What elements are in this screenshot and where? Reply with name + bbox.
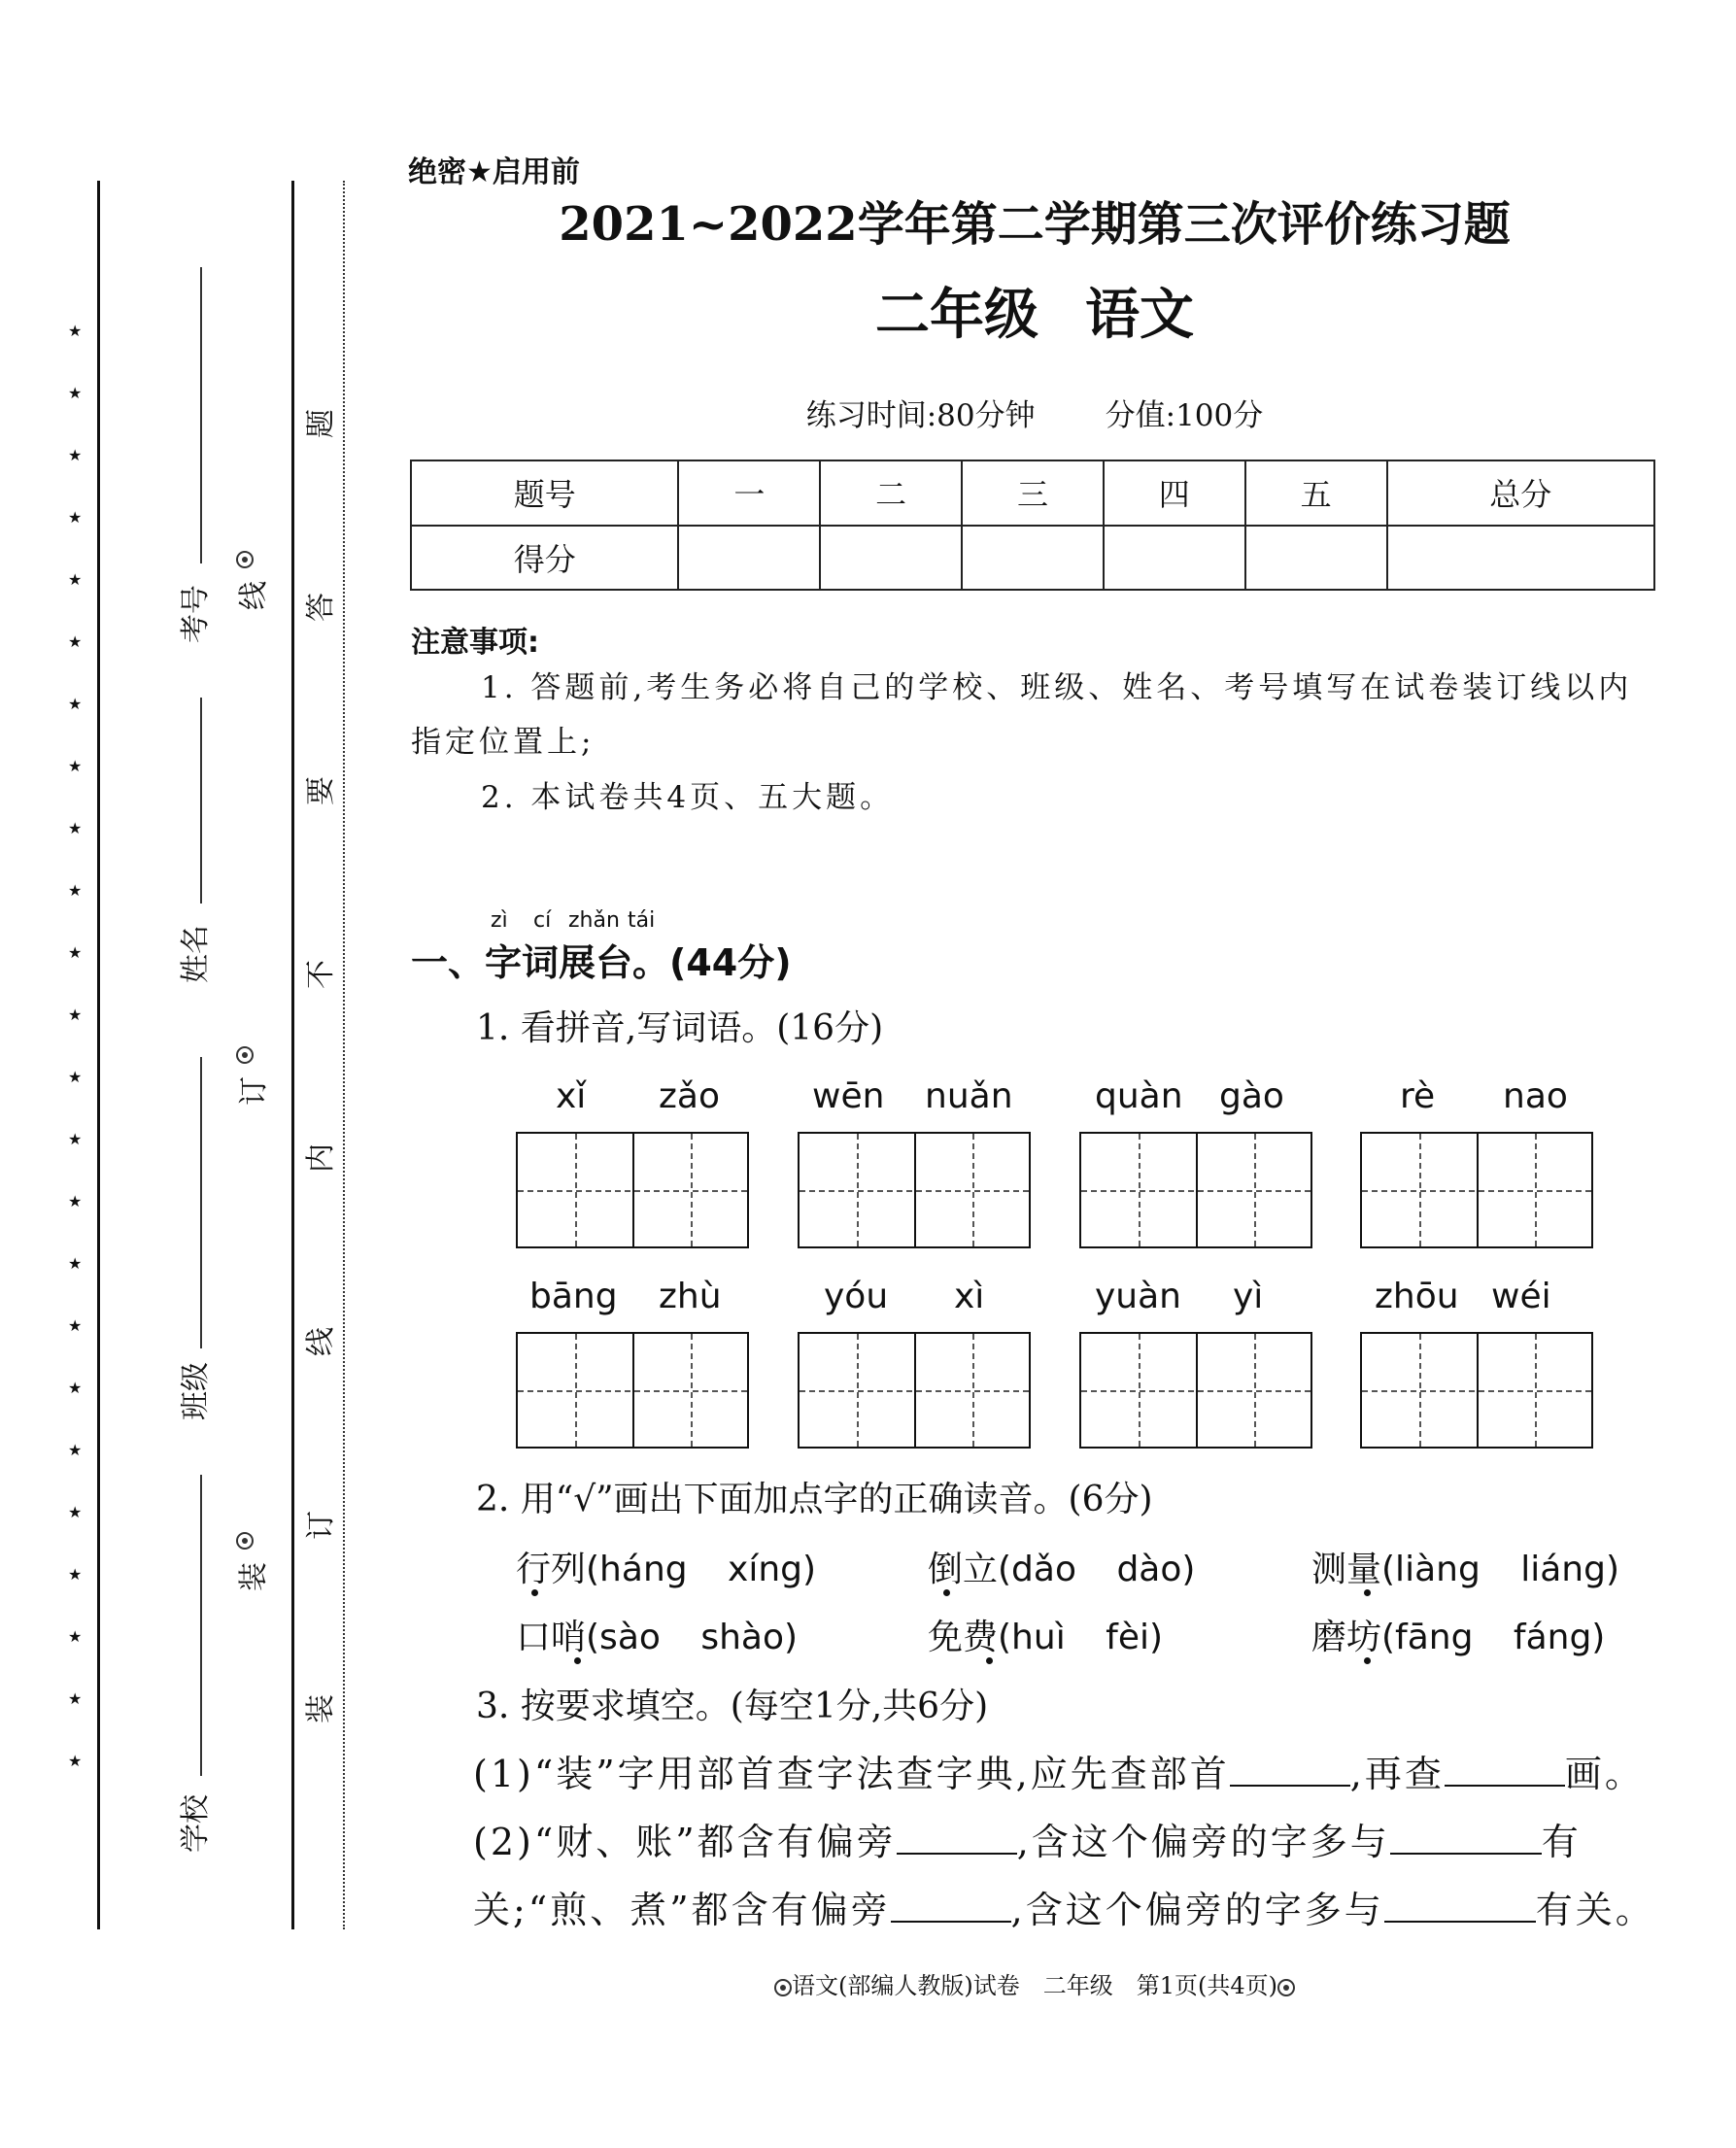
score-table-score-row: [411, 526, 1654, 591]
reading-options[interactable]: (háng xíng): [586, 1550, 817, 1589]
emphasis-dot: [531, 1589, 538, 1596]
score-cell[interactable]: [1387, 526, 1654, 591]
answer-blank[interactable]: [891, 1892, 1011, 1923]
answer-blank[interactable]: [1230, 1756, 1350, 1787]
pinyin-label: quàn: [1095, 1076, 1183, 1116]
answer-blank[interactable]: [1384, 1892, 1536, 1923]
warning-char: 答: [304, 593, 338, 622]
notice-item-2: 2. 本试卷共4页、五大题。: [481, 780, 895, 815]
star-icon: ★: [68, 695, 83, 713]
pinyin-label: zǎo: [659, 1076, 720, 1116]
pinyin-label: gào: [1219, 1076, 1284, 1116]
reading-item: 口哨(sào shào): [516, 1618, 799, 1657]
binding-inner-line: [291, 181, 294, 1929]
pinyin-label: yóu: [824, 1277, 889, 1316]
exam-number-field[interactable]: [200, 267, 202, 563]
star-icon: ★: [68, 570, 83, 589]
reading-options[interactable]: (fāng fáng): [1381, 1618, 1606, 1657]
pinyin-label: wēn: [812, 1076, 885, 1116]
answer-blank[interactable]: [897, 1824, 1017, 1855]
star-icon: ★: [68, 446, 83, 464]
score-cell[interactable]: [820, 526, 962, 591]
word-writing-box[interactable]: [1360, 1332, 1593, 1449]
emphasis-dot: [943, 1589, 950, 1596]
warning-char: 线: [304, 1327, 338, 1356]
score-table-header-row: [411, 460, 1654, 526]
emphasis-dot: [986, 1657, 993, 1664]
star-icon: ★: [68, 1254, 83, 1273]
warning-char: 要: [304, 776, 338, 805]
grade-label: 二年级: [875, 283, 1038, 347]
fill-line-2: (2)“财、账”都含有偏旁 ,含这个偏旁的字多与 有: [473, 1821, 1582, 1863]
subject-label: 语文: [1085, 283, 1194, 347]
table-cell: 四: [1104, 460, 1245, 526]
star-icon: ★: [68, 508, 83, 527]
reading-options[interactable]: (sào shào): [586, 1618, 799, 1657]
exam-number-label: 考号: [179, 585, 213, 643]
star-icon: ★: [68, 1192, 83, 1210]
score-label: 分值:100分: [1105, 398, 1264, 433]
school-label: 学校: [179, 1794, 213, 1853]
warning-char: 内: [304, 1143, 338, 1173]
star-icon: ★: [68, 1441, 83, 1459]
table-cell: 题号: [411, 460, 678, 526]
pinyin-annotation: tái: [628, 908, 656, 933]
ring-icon: [1277, 1979, 1295, 1996]
pinyin-label: wéi: [1491, 1277, 1551, 1316]
school-field[interactable]: [200, 1475, 202, 1776]
ring-icon: [236, 1046, 254, 1064]
star-icon: ★: [68, 1627, 83, 1646]
score-cell[interactable]: [1104, 526, 1245, 591]
reading-item: 磨坊(fāng fáng): [1311, 1618, 1606, 1657]
notice-item-1: 1. 答题前,考生务必将自己的学校、班级、姓名、考号填写在试卷装订线以内指定位置上;: [411, 670, 1633, 760]
star-icon: ★: [68, 819, 83, 837]
binding-mark-ding: 订: [236, 1044, 265, 1107]
pinyin-label: nao: [1503, 1076, 1568, 1116]
pinyin-label: zhù: [659, 1277, 722, 1316]
reading-options[interactable]: (liàng liáng): [1381, 1550, 1620, 1589]
binding-dotted-line: [343, 181, 345, 1929]
question-3-prompt: 3. 按要求填空。(每空1分,共6分): [476, 1687, 989, 1726]
score-table: [410, 460, 1655, 591]
pinyin-label: bāng: [529, 1277, 618, 1316]
word-writing-box[interactable]: [516, 1132, 749, 1248]
star-icon: ★: [68, 322, 83, 340]
time-label: 练习时间:80分钟: [805, 398, 1036, 433]
score-cell[interactable]: [1245, 526, 1387, 591]
question-2-prompt: 2. 用“√”画出下面加点字的正确读音。(6分): [476, 1480, 1153, 1519]
emphasis-dot: [574, 1657, 581, 1664]
pinyin-label: zhōu: [1375, 1277, 1459, 1316]
star-icon: ★: [68, 1379, 83, 1397]
warning-char: 题: [304, 409, 338, 438]
table-cell: 五: [1245, 460, 1387, 526]
table-cell: 一: [678, 460, 820, 526]
reading-item: 行列(háng xíng): [516, 1550, 817, 1589]
star-icon: ★: [68, 881, 83, 900]
fill-line-3: 关;“煎、煮”都含有偏旁 ,含这个偏旁的字多与 有关。: [473, 1889, 1655, 1931]
star-icon: ★: [68, 1752, 83, 1770]
answer-blank[interactable]: [1390, 1824, 1542, 1855]
star-icon: ★: [68, 943, 83, 962]
star-icon: ★: [68, 1130, 83, 1148]
exam-title: 2021~2022学年第二学期第三次评价练习题: [559, 197, 1511, 252]
emphasis-dot: [1364, 1657, 1371, 1664]
name-field[interactable]: [200, 698, 202, 904]
section-1-title: 一、字词展台。(44分): [411, 941, 792, 984]
word-writing-box[interactable]: [798, 1332, 1031, 1449]
pinyin-label: yuàn: [1095, 1277, 1181, 1316]
star-icon: ★: [68, 757, 83, 775]
pinyin-label: xì: [954, 1277, 985, 1316]
exam-meta: [408, 391, 1661, 434]
pinyin-annotation: zì: [491, 908, 508, 933]
emphasis-dot: [1364, 1589, 1371, 1596]
name-label: 姓名: [179, 925, 213, 983]
fill-line-1: (1)“装”字用部首查字法查字典,应先查部首 ,再查 画。: [473, 1753, 1645, 1795]
exam-subtitle: [408, 272, 1661, 350]
word-writing-box[interactable]: [798, 1132, 1031, 1248]
ring-icon: [236, 1532, 254, 1550]
word-writing-box[interactable]: [1360, 1132, 1593, 1248]
reading-item: 倒立(dǎo dào): [928, 1550, 1196, 1589]
class-label: 班级: [179, 1362, 213, 1420]
pinyin-annotation: cí: [533, 908, 552, 933]
answer-blank[interactable]: [1445, 1756, 1565, 1787]
pinyin-label: rè: [1400, 1076, 1436, 1116]
binding-border-line: [97, 181, 100, 1929]
question-1-prompt: 1. 看拼音,写词语。(16分): [476, 1008, 884, 1048]
star-icon: ★: [68, 1503, 83, 1521]
reading-options[interactable]: (dǎo dào): [998, 1550, 1196, 1589]
ring-icon: [774, 1979, 792, 1996]
word-writing-box[interactable]: [1079, 1332, 1312, 1449]
table-cell: 三: [962, 460, 1104, 526]
score-cell[interactable]: [962, 526, 1104, 591]
warning-char: 装: [304, 1694, 338, 1723]
pinyin-label: xǐ: [556, 1076, 587, 1116]
page-footer: 语文(部编人教版)试卷 二年级 第1页(共4页): [408, 1966, 1661, 2000]
table-cell: 总分: [1387, 460, 1654, 526]
reading-item: 测量(liàng liáng): [1311, 1550, 1620, 1589]
reading-item: 免费(huì fèi): [928, 1618, 1164, 1657]
reading-options[interactable]: (huì fèi): [998, 1618, 1164, 1657]
star-icon: ★: [68, 1565, 83, 1584]
star-icon: ★: [68, 1316, 83, 1335]
warning-char: 不: [304, 960, 338, 989]
table-cell: 得分: [411, 526, 678, 591]
pinyin-label: nuǎn: [925, 1076, 1013, 1116]
pinyin-label: yì: [1233, 1277, 1264, 1316]
star-icon: ★: [68, 632, 83, 651]
notice-title: 注意事项:: [411, 626, 539, 660]
word-writing-box[interactable]: [1079, 1132, 1312, 1248]
score-cell[interactable]: [678, 526, 820, 591]
table-cell: 二: [820, 460, 962, 526]
ring-icon: [236, 551, 254, 568]
warning-char: 订: [304, 1511, 338, 1540]
star-icon: ★: [68, 1068, 83, 1086]
star-icon: ★: [68, 384, 83, 402]
star-icon: ★: [68, 1006, 83, 1024]
star-icon: ★: [68, 1689, 83, 1708]
binding-mark-zhuang: 装: [236, 1530, 265, 1592]
pinyin-annotation: zhǎn: [568, 908, 620, 933]
binding-mark-line: 线: [236, 549, 265, 611]
word-writing-box[interactable]: [516, 1332, 749, 1449]
confidential-label: 绝密★启用前: [408, 155, 580, 189]
class-field[interactable]: [200, 1057, 202, 1348]
